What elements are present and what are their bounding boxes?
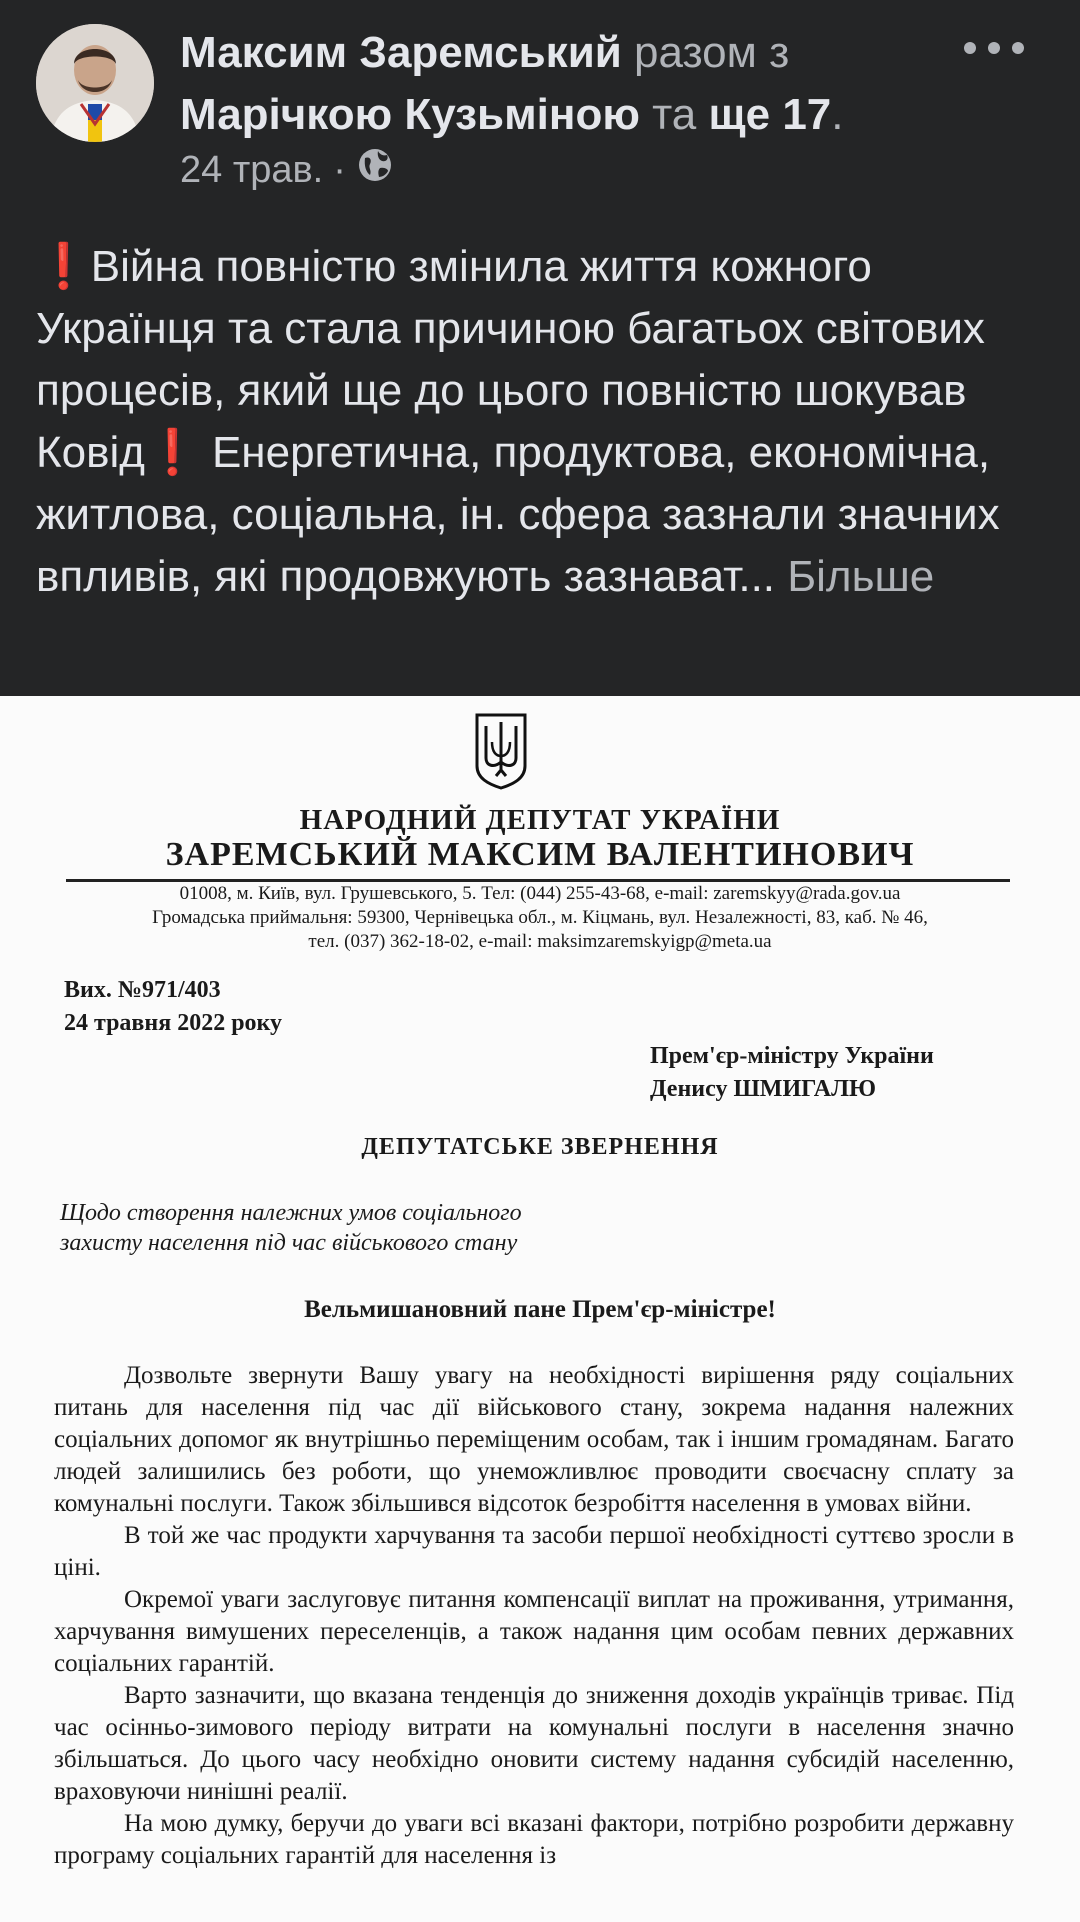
meta-separator: · xyxy=(333,148,346,191)
see-more-link[interactable]: Більше xyxy=(775,552,935,601)
doc-title-line1: НАРОДНИЙ ДЕПУТАТ УКРАЇНИ xyxy=(299,804,781,836)
addressee-block xyxy=(650,1040,934,1106)
contact-line: 01008, м. Київ, вул. Грушевського, 5. Тел: (044) 255-43-68, e-mail: zaremskyy@rada.gov.ua xyxy=(179,883,901,904)
body-paragraph: Окремої уваги заслуговує питання компенсації виплат на проживання, утримання, харчування вимушених переселенців, а також надання цим особам певних державних соціальних гарантій. xyxy=(54,1586,1014,1677)
post-meta xyxy=(180,148,394,192)
trident-emblem-icon xyxy=(474,712,528,790)
addressee-title: Прем'єр-міністру України xyxy=(650,1043,934,1069)
post-text-part2: Енергетична, продуктова, економічна, житлова, соціальна, ін. сфера зазнали значних впливів, які продовжують зазнават... xyxy=(36,428,1000,601)
contact-line: тел. (037) 362-18-02, e-mail: maksimzaremskyigp@meta.ua xyxy=(308,931,772,952)
doc-heading: ДЕПУТАТСЬКЕ ЗВЕРНЕННЯ xyxy=(361,1134,719,1160)
exclamation-icon: ❗ xyxy=(144,428,200,477)
outgoing-number: Вих. №971/403 xyxy=(64,977,221,1003)
contact-line: Громадська приймальня: 59300, Чернівецька обл., м. Кіцмань, вул. Незалежності, 83, каб. № 46, xyxy=(152,907,928,928)
salutation: Вельмишановний пане Прем'єр-міністре! xyxy=(304,1296,776,1323)
doc-title-line2: ЗАРЕМСЬКИЙ МАКСИМ ВАЛЕНТИНОВИЧ xyxy=(165,836,915,873)
post-date[interactable]: 24 трав. xyxy=(180,148,324,191)
ellipsis-icon-dot xyxy=(964,42,976,54)
post-text xyxy=(36,236,1056,608)
outgoing-date: 24 травня 2022 року xyxy=(64,1010,283,1036)
document-image[interactable] xyxy=(0,696,1080,1922)
body-paragraph: Дозвольте звернути Вашу увагу на необхідності вирішення ряду соціальних питань для населення під час дії військового стану, зокрема надання належних соціальних допомог як внутрішньо переміщеним особам, так і іншим громадянам. Багато людей залишились без роботи, що унеможливлює проводити своєчасну сплату за комунальні послуги. Також збільшився відсоток безробіття населення в умовах війни. xyxy=(54,1362,1014,1517)
letter-body xyxy=(54,1360,1014,1872)
globe-icon[interactable] xyxy=(356,146,394,194)
body-paragraph: В той же час продукти харчування та засоби першої необхідності суттєво зросли в ціні. xyxy=(54,1522,1014,1581)
author-avatar[interactable] xyxy=(36,24,154,142)
author-name[interactable]: Максим Заремський xyxy=(180,28,622,77)
tagged-person[interactable]: Марічкою Кузьміною xyxy=(180,90,640,139)
subject-line: захисту населення під час військового стану xyxy=(60,1230,518,1256)
post-author-line xyxy=(180,22,980,146)
subject-block xyxy=(60,1198,660,1258)
period: . xyxy=(831,90,844,139)
contact-block xyxy=(0,882,1080,954)
body-paragraph: На мою думку, беручи до уваги всі вказані фактори, потрібно розробити державну програму соціальних гарантій для населення із xyxy=(54,1810,1014,1869)
body-paragraph: Варто зазначити, що вказана тенденція до зниження доходів українців триває. Під час осінньо-зимового періоду витрати на комунальні послуги в населення значно збільшаться. До цього часу необхідно оновити систему надання субсидій населенню, враховуючи нинішні реалії. xyxy=(54,1682,1014,1805)
with-text: разом з xyxy=(634,28,790,77)
subject-line: Щодо створення належних умов соціального xyxy=(60,1200,522,1226)
addressee-name: Денису ШМИГАЛЮ xyxy=(650,1076,877,1102)
others-link[interactable]: ще 17 xyxy=(708,90,832,139)
outgoing-reference xyxy=(64,974,282,1040)
post-header xyxy=(0,0,1080,696)
post-text-part1: Війна повністю змінила життя кожного Українця та стала причиною багатьох світових процесів, який ще до цього повністю шокував Ковід xyxy=(36,242,985,477)
ellipsis-icon-dot xyxy=(1012,42,1024,54)
exclamation-icon: ❗ xyxy=(36,242,91,291)
and-text: та xyxy=(652,90,697,139)
more-options-button[interactable] xyxy=(964,30,1024,66)
ellipsis-icon-dot xyxy=(988,42,1000,54)
